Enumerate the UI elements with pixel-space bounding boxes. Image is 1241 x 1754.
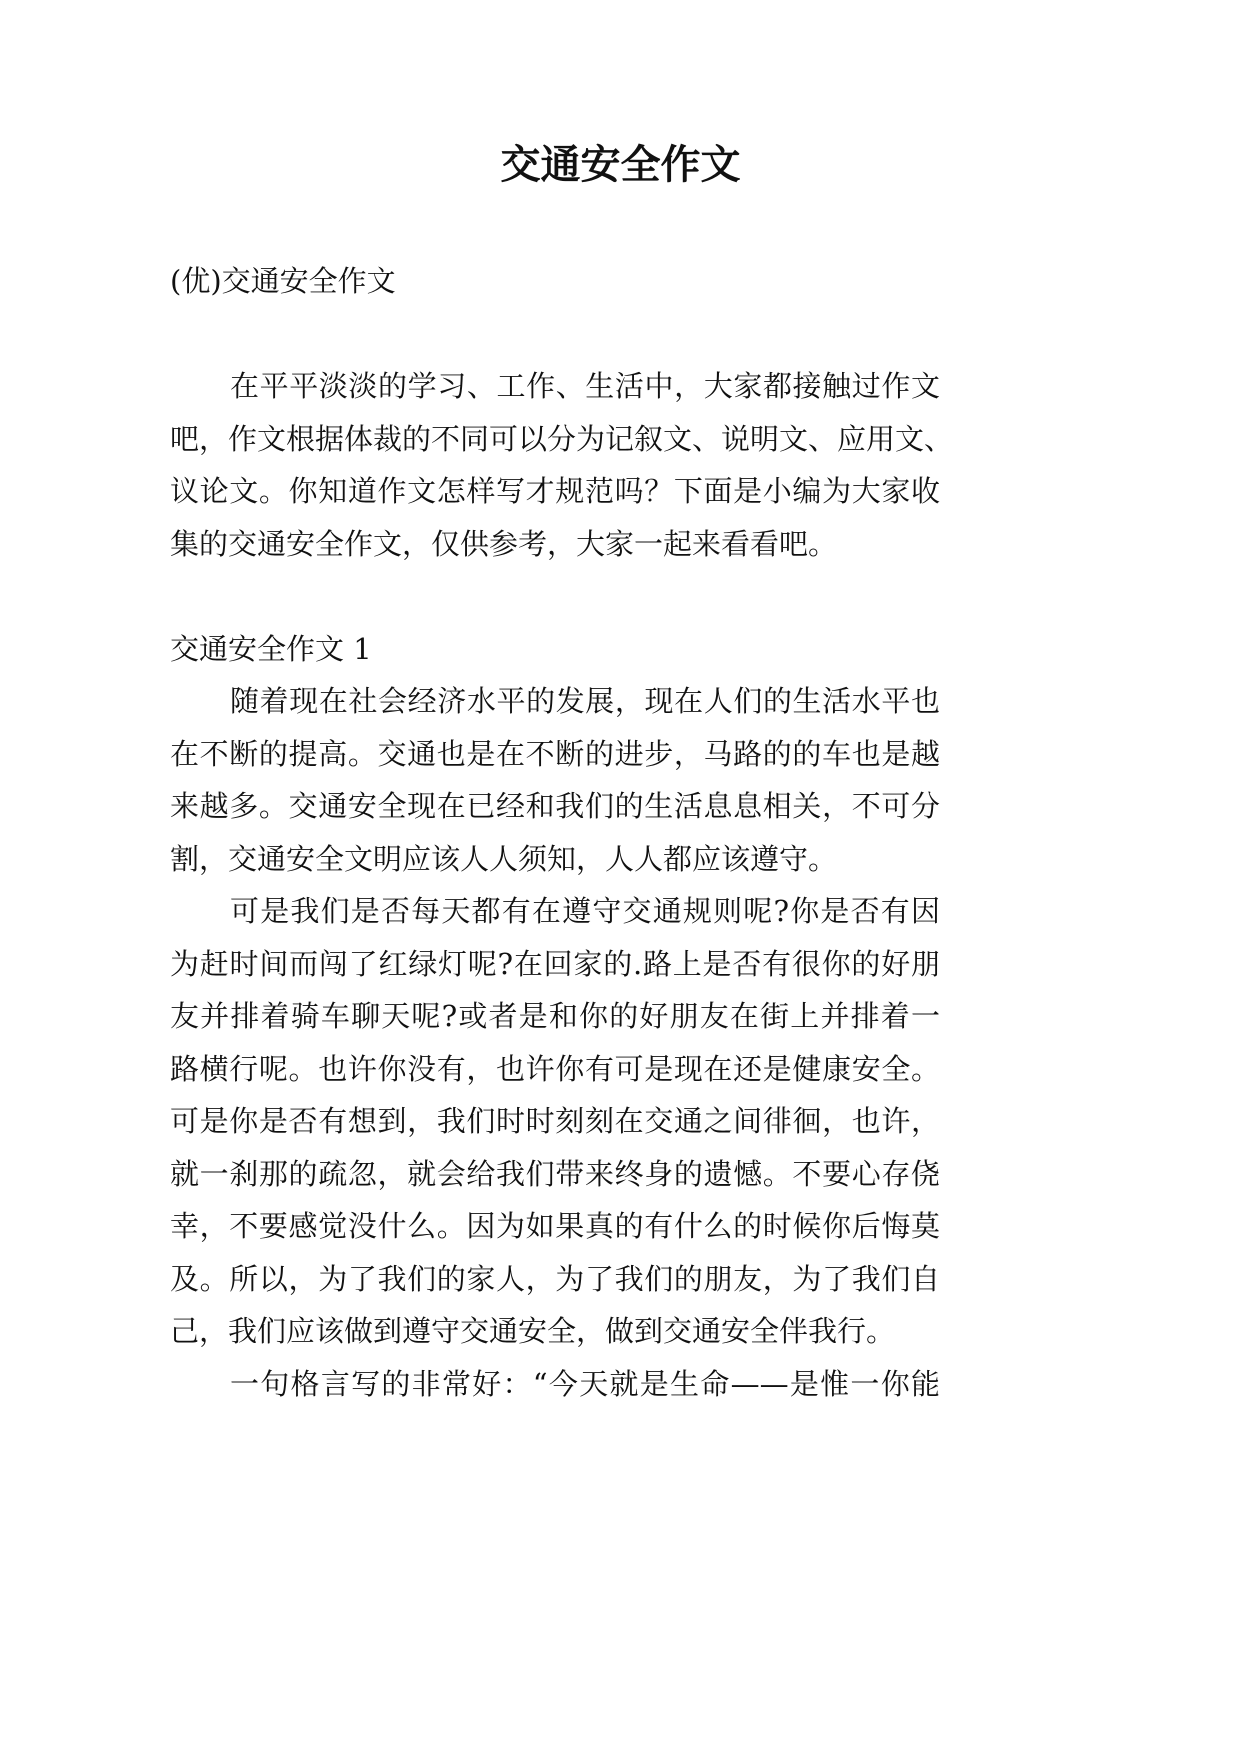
- subtitle: (优)交通安全作文: [170, 264, 396, 298]
- paragraph-line: 割，交通安全文明应该人人须知，人人都应该遵守。: [170, 841, 838, 876]
- intro-line: 在平平淡淡的学习、工作、生活中，大家都接触过作文: [230, 369, 940, 403]
- blank-line: [170, 570, 940, 623]
- paragraph-line: 及。所以，为了我们的家人，为了我们的朋友，为了我们自: [170, 1261, 940, 1296]
- blank-line: [170, 308, 940, 361]
- paragraph-line: 路横行呢。也许你没有，也许你有可是现在还是健康安全。: [170, 1051, 940, 1086]
- paragraph-line: 来越多。交通安全现在已经和我们的生活息息相关，不可分: [170, 789, 940, 823]
- intro-line: 集的交通安全作文，仅供参考，大家一起来看看吧。: [170, 526, 838, 561]
- paragraph-line: 友并排着骑车聊天呢?或者是和你的好朋友在街上并排着一: [170, 999, 940, 1033]
- paragraph-line: 就一刹那的疏忽，就会给我们带来终身的遗憾。不要心存侥: [170, 1156, 940, 1191]
- paragraph-line: 随着现在社会经济水平的发展，现在人们的生活水平也: [230, 684, 940, 718]
- paragraph-line: 可是你是否有想到，我们时时刻刻在交通之间徘徊，也许，: [170, 1104, 940, 1138]
- paragraph-line: 幸，不要感觉没什么。因为如果真的有什么的时候你后悔莫: [170, 1209, 940, 1243]
- document-body: [170, 255, 954, 1410]
- intro-line: 吧，作文根据体裁的不同可以分为记叙文、说明文、应用文、: [170, 421, 954, 456]
- document-title: 交通安全作文: [500, 141, 741, 188]
- paragraph-line: 一句格言写的非常好：“今天就是生命——是惟一你能: [230, 1366, 940, 1401]
- paragraph-line: 在不断的提高。交通也是在不断的进步，马路的的车也是越: [170, 736, 940, 771]
- paragraph-line: 为赶时间而闯了红绿灯呢?在回家的.路上是否有很你的好朋: [170, 946, 940, 981]
- paragraph-line: 可是我们是否每天都有在遵守交通规则呢?你是否有因: [230, 894, 940, 928]
- paragraph-line: 己，我们应该做到遵守交通安全，做到交通安全伴我行。: [170, 1314, 896, 1348]
- section-heading: 交通安全作文 1: [170, 631, 372, 666]
- intro-line: 议论文。你知道作文怎样写才规范吗？下面是小编为大家收: [170, 474, 940, 508]
